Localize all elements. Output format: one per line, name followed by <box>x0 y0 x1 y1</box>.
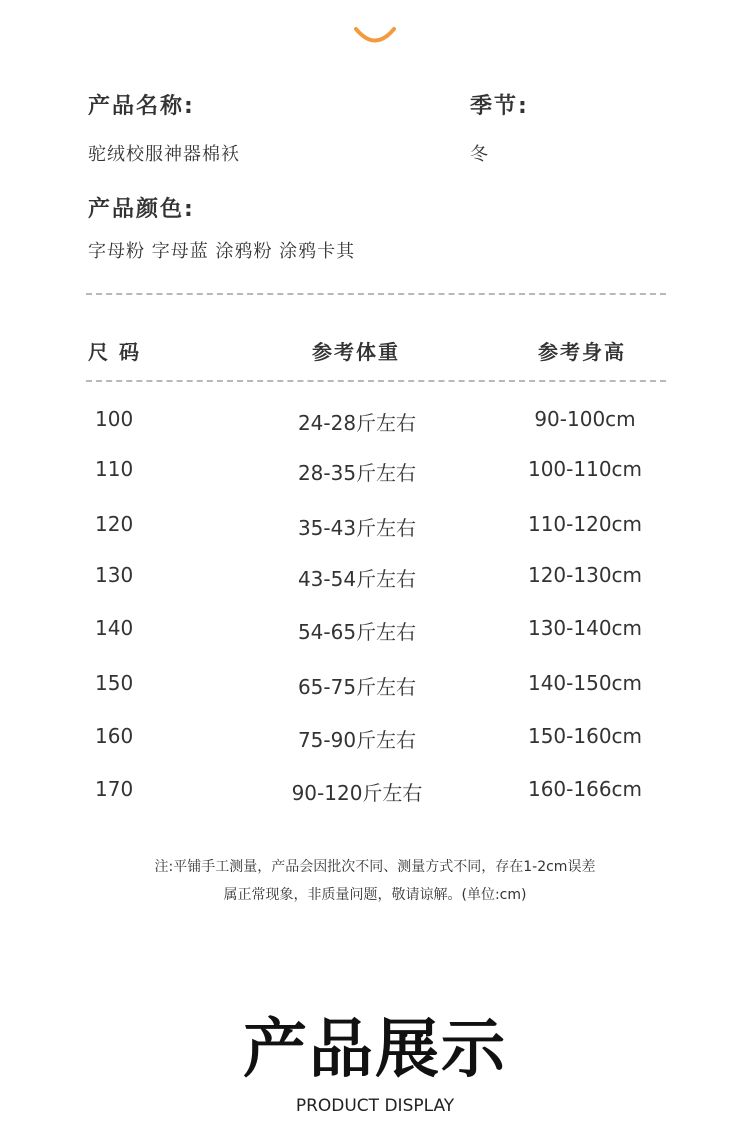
measurement-note-line-1: 注:平铺手工测量，产品会因批次不同、测量方式不同，存在1-2cm误差 <box>154 859 596 875</box>
weight-cell: 24-28斤左右 <box>297 411 417 435</box>
weight-cell: 65-75斤左右 <box>297 675 417 699</box>
height-cell: 150-160cm <box>527 724 643 748</box>
dashed-divider <box>86 293 666 295</box>
table-row <box>0 724 750 750</box>
header-height: 参考身高 <box>538 340 626 364</box>
smile-curve-icon <box>353 24 397 46</box>
season-value: 冬 <box>470 144 489 165</box>
table-row <box>0 457 750 483</box>
height-cell: 90-100cm <box>534 407 636 431</box>
height-cell: 160-166cm <box>527 777 643 801</box>
section-title: 产品展示 <box>243 1013 507 1087</box>
season-label: 季节: <box>470 94 529 119</box>
dashed-divider <box>86 380 666 382</box>
product-name-value: 驼绒校服神器棉袄 <box>88 144 240 165</box>
size-cell: 120 <box>95 512 134 536</box>
size-table-header <box>0 336 750 366</box>
size-cell: 130 <box>95 563 134 587</box>
table-row <box>0 563 750 589</box>
table-row <box>0 777 750 803</box>
height-cell: 100-110cm <box>527 457 643 481</box>
table-row <box>0 671 750 697</box>
table-row <box>0 616 750 642</box>
product-color-label: 产品颜色: <box>88 197 195 222</box>
weight-cell: 28-35斤左右 <box>297 461 417 485</box>
height-cell: 120-130cm <box>527 563 643 587</box>
size-cell: 140 <box>95 616 134 640</box>
header-size: 尺 码 <box>88 340 141 364</box>
size-cell: 160 <box>95 724 134 748</box>
product-color-block <box>88 192 355 263</box>
size-cell: 100 <box>95 407 134 431</box>
weight-cell: 90-120斤左右 <box>291 781 423 805</box>
size-cell: 150 <box>95 671 134 695</box>
weight-cell: 43-54斤左右 <box>297 567 417 591</box>
height-cell: 140-150cm <box>527 671 643 695</box>
product-name-label: 产品名称: <box>88 94 195 119</box>
table-row <box>0 512 750 538</box>
section-subtitle: PRODUCT DISPLAY <box>295 1096 455 1116</box>
weight-cell: 54-65斤左右 <box>297 620 417 644</box>
size-cell: 110 <box>95 457 134 481</box>
size-cell: 170 <box>95 777 134 801</box>
product-name-block <box>88 89 240 166</box>
weight-cell: 35-43斤左右 <box>297 516 417 540</box>
measurement-note-line-2: 属正常现象，非质量问题，敬请谅解。(单位:cm) <box>223 887 527 903</box>
height-cell: 110-120cm <box>527 512 643 536</box>
product-color-value: 字母粉 字母蓝 涂鸦粉 涂鸦卡其 <box>88 241 356 262</box>
table-row <box>0 407 750 433</box>
height-cell: 130-140cm <box>527 616 643 640</box>
season-block <box>470 89 529 166</box>
header-weight: 参考体重 <box>312 340 400 364</box>
weight-cell: 75-90斤左右 <box>297 728 417 752</box>
